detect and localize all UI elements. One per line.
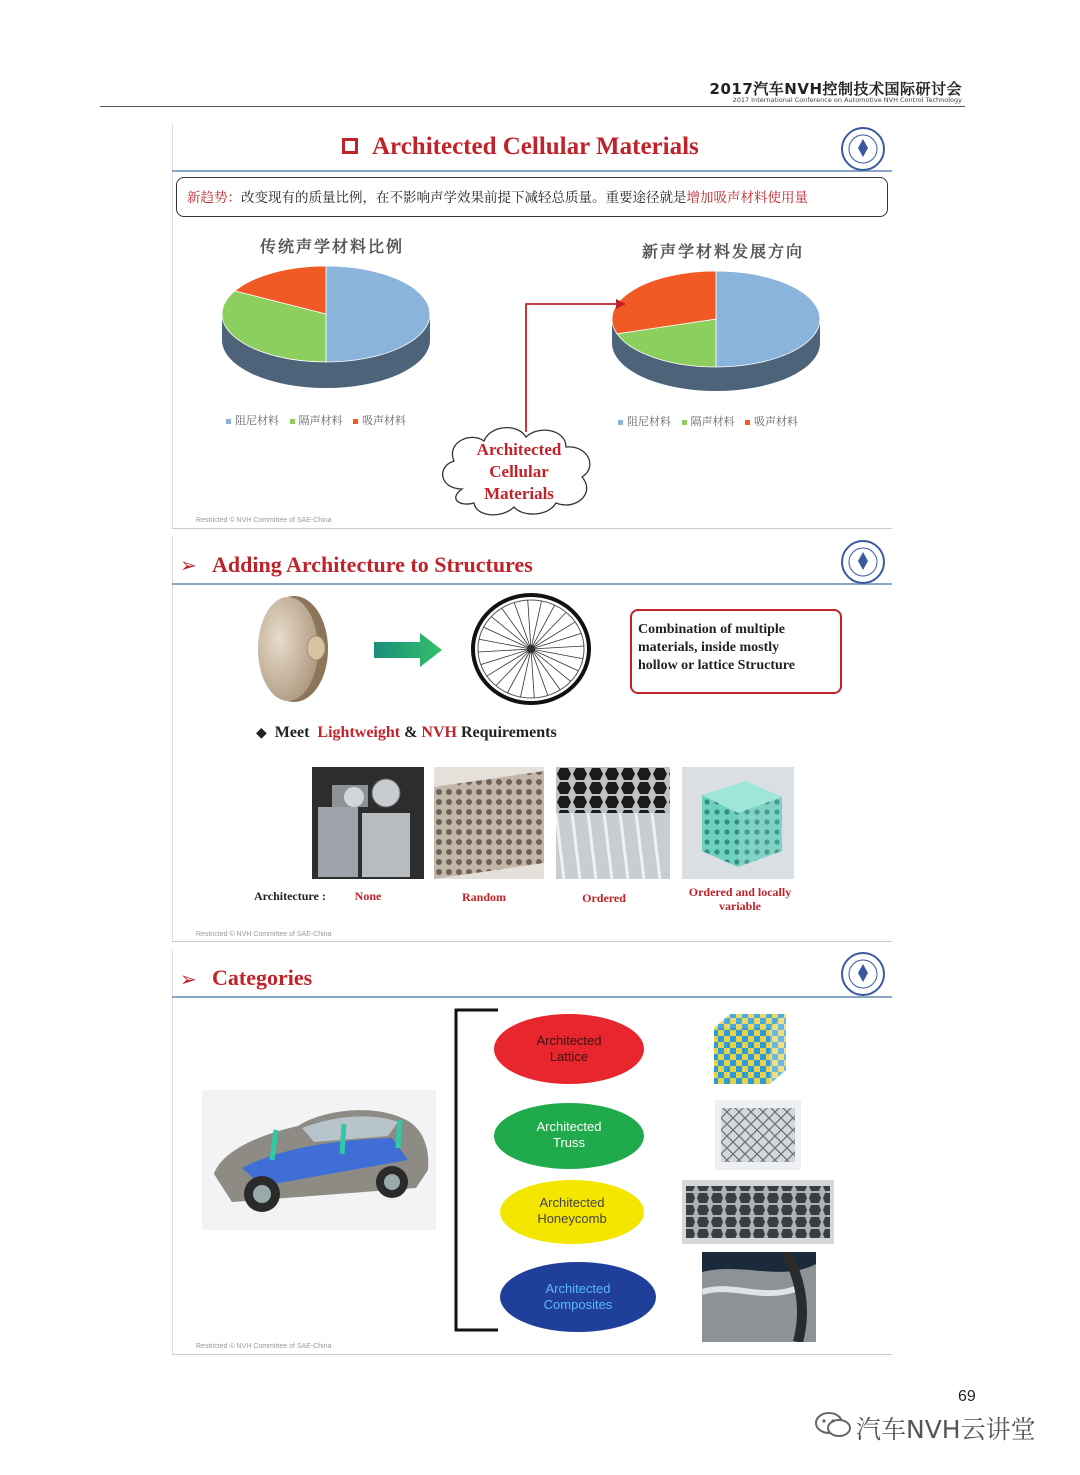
- restricted-notice: Restricted © NVH Committee of SAE-China: [196, 517, 332, 524]
- pie-right-title: 新声学材料发展方向: [642, 242, 805, 261]
- cloud-text: [454, 439, 584, 505]
- cloud-line: Architected: [476, 440, 562, 459]
- combination-callout: [630, 609, 842, 694]
- legend-label: 阻尼材料: [627, 415, 671, 428]
- composites-image: [702, 1252, 816, 1342]
- category-honeycomb-label: [500, 1195, 644, 1227]
- honeycomb-panel-image: [682, 1180, 834, 1244]
- legend-label: 吸声材料: [754, 415, 798, 428]
- lattice-checker-cube-image: [712, 1012, 802, 1086]
- slide-title: Architected Cellular Materials: [372, 133, 699, 160]
- university-seal-icon: [840, 951, 886, 997]
- pie-chart-new-direction: [604, 269, 824, 399]
- legend-label: 隔声材料: [690, 415, 735, 428]
- banner-prefix: 新趋势：: [187, 190, 241, 206]
- pie-chart-traditional: [212, 264, 442, 394]
- solid-bars-image: [312, 767, 424, 879]
- checkbox-bullet-icon: [342, 138, 358, 154]
- arch-type-ordered: Ordered: [582, 891, 626, 905]
- diamond-bullet-icon: ◆: [256, 725, 267, 741]
- category-line2: Truss: [552, 1135, 586, 1150]
- lattice-cube-image: [682, 767, 794, 879]
- category-truss-label: [494, 1119, 644, 1151]
- legend-swatch: [682, 420, 687, 425]
- category-line1: Architected: [539, 1195, 605, 1210]
- legend-swatch: [353, 419, 358, 424]
- restricted-notice: Restricted © NVH Committee of SAE-China: [196, 931, 332, 938]
- arrow-bullet-icon: ➢: [180, 553, 197, 577]
- truss-lattice-image: [715, 1100, 801, 1170]
- architecture-label: Architecture :: [254, 889, 326, 903]
- legend-swatch: [290, 419, 295, 424]
- arch-type-none: None: [354, 889, 382, 903]
- connector-arrow: [512, 294, 632, 434]
- category-line1: Architected: [536, 1033, 602, 1048]
- arch-type-ordered-variable: Ordered and locally variable: [688, 885, 792, 913]
- car-structure-image: [202, 1090, 436, 1230]
- meet-nvh: NVH: [421, 724, 457, 741]
- slide-title: Categories: [212, 965, 313, 990]
- legend-label: 吸声材料: [362, 414, 406, 427]
- slide-adding-architecture: [172, 537, 892, 942]
- category-composites-label: [500, 1281, 656, 1313]
- conference-title: 2017汽车NVH控制技术国际研讨会: [709, 80, 962, 98]
- bicycle-wheel-image: [470, 593, 592, 705]
- header-divider: [100, 106, 965, 107]
- meet-prefix: Meet: [274, 724, 310, 741]
- slide-title: Adding Architecture to Structures: [212, 552, 533, 577]
- green-arrow-icon: [374, 633, 444, 667]
- wheel-spoke: [520, 649, 531, 697]
- meet-lightweight: Lightweight: [317, 724, 401, 741]
- arrow-bullet-icon: ➢: [180, 967, 197, 991]
- category-line2: Honeycomb: [537, 1211, 607, 1226]
- university-seal-icon: [840, 539, 886, 585]
- university-seal-icon: [840, 126, 886, 172]
- category-line2: Lattice: [549, 1049, 589, 1064]
- legend-swatch: [745, 420, 750, 425]
- banner-highlight: 增加吸声材料使用量: [686, 190, 808, 206]
- pie-left-title: 传统声学材料比例: [260, 237, 405, 256]
- legend-label: 阻尼材料: [235, 414, 279, 427]
- wheel-spoke: [531, 601, 542, 649]
- meet-and: &: [404, 724, 418, 741]
- arch-type-random: Random: [461, 890, 506, 904]
- pie-left-legend: [226, 412, 406, 428]
- wheel-spoke: [531, 649, 583, 659]
- bracket-shape: [450, 1006, 500, 1336]
- callout-line: materials, inside mostly: [638, 640, 780, 655]
- ordered-honeycomb-image: [556, 767, 670, 879]
- stone-wheel-image: [252, 593, 332, 705]
- callout-line: hollow or lattice Structure: [638, 658, 795, 673]
- legend-swatch: [226, 419, 231, 424]
- category-line1: Architected: [545, 1281, 611, 1296]
- requirements-line: [256, 724, 557, 742]
- category-line2: Composites: [543, 1297, 613, 1312]
- pie-right-legend: [618, 413, 798, 429]
- wechat-icon: [814, 1410, 852, 1440]
- slide-categories: [172, 950, 892, 1355]
- restricted-notice: Restricted © NVH Committee of SAE-China: [196, 1343, 332, 1350]
- conference-subtitle: 2017 International Conference on Automotive NVH Control Technology: [732, 96, 962, 104]
- trend-banner: [176, 177, 888, 217]
- meet-suffix: Requirements: [460, 724, 557, 741]
- legend-label: 隔声材料: [298, 414, 343, 427]
- slide-architected-cellular-materials: [172, 124, 892, 529]
- cloud-line: Materials: [484, 484, 554, 503]
- banner-text: 改变现有的质量比例，在不影响声学效果前提下减轻总质量。重要途径就是: [241, 190, 687, 206]
- wheel-spoke: [479, 639, 531, 649]
- watermark-text: 汽车NVH云讲堂: [856, 1415, 1036, 1444]
- category-lattice-label: [494, 1033, 644, 1065]
- cloud-line: Cellular: [489, 462, 549, 481]
- callout-line: Combination of multiple: [638, 622, 786, 637]
- random-foam-image: [434, 767, 544, 879]
- category-line1: Architected: [536, 1119, 602, 1134]
- page-number: 69: [958, 1388, 976, 1405]
